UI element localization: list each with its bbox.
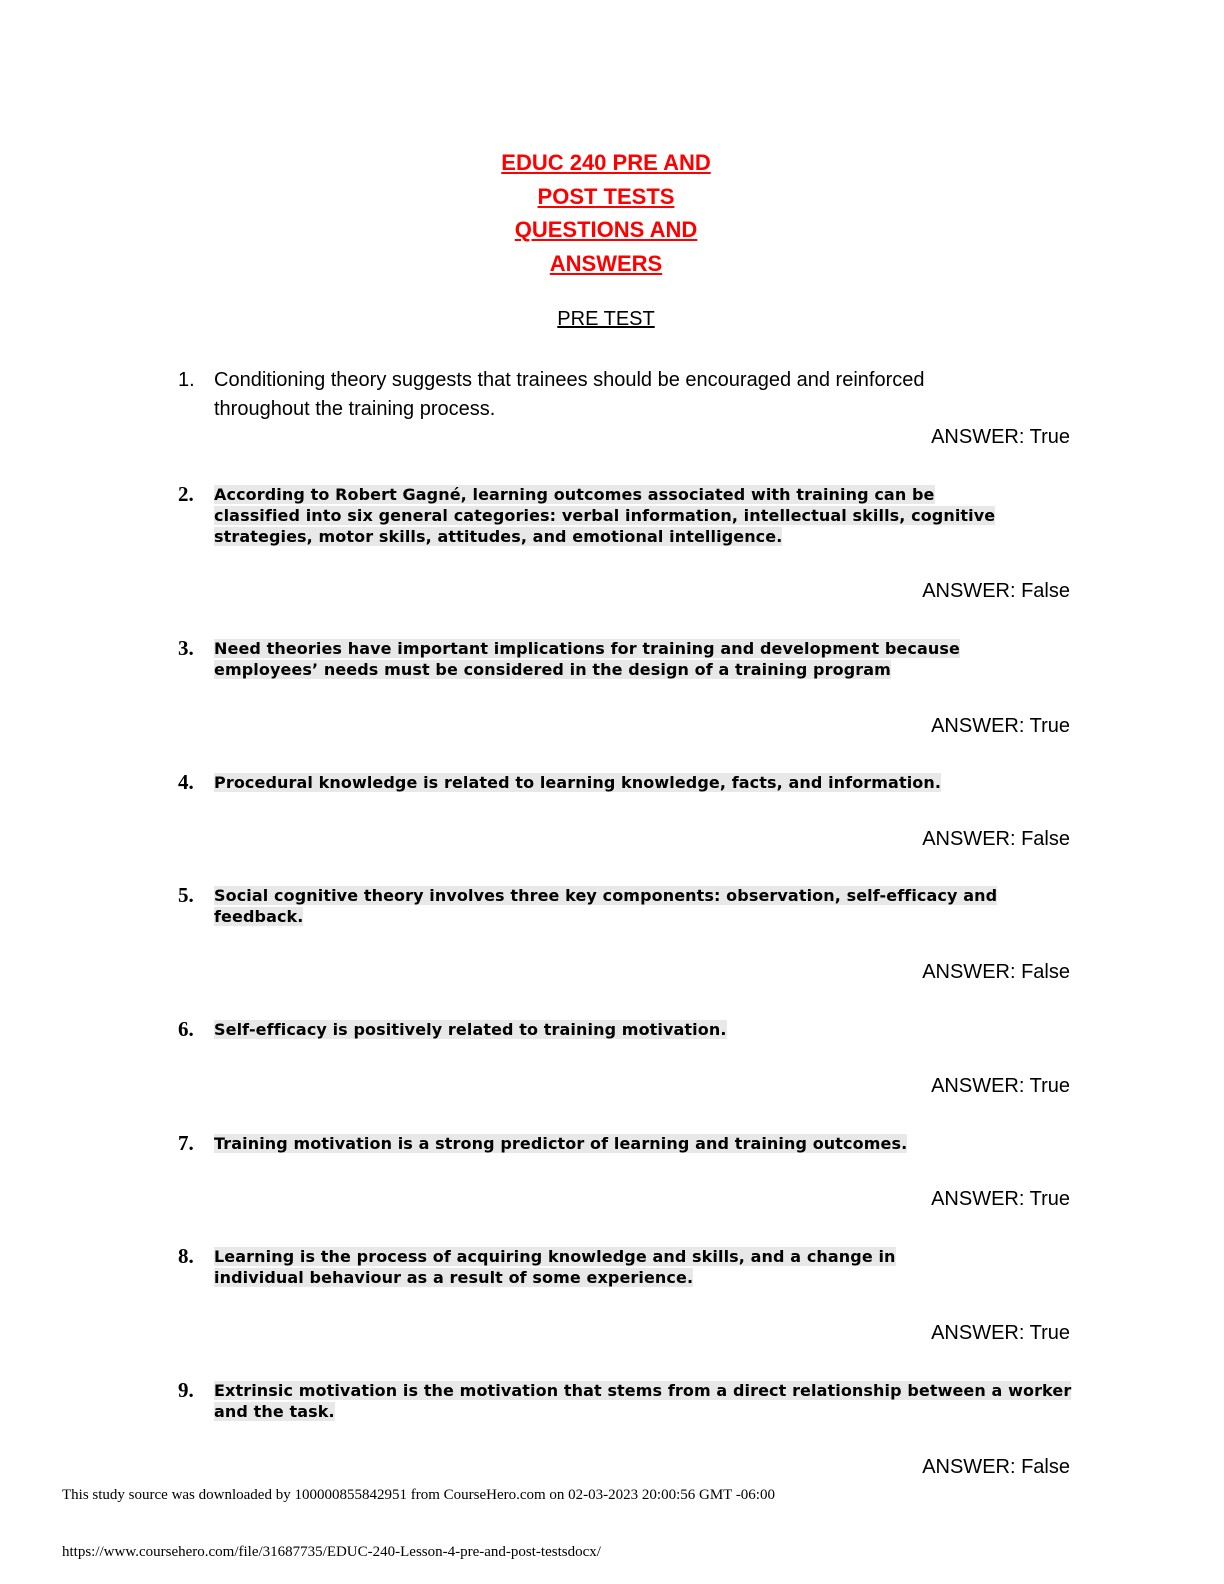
document-title: [0, 146, 1212, 280]
question-number: 7.: [178, 1131, 194, 1155]
question-text-highlight: Self-efficacy is positively related to training motivation.: [214, 1020, 727, 1039]
question-number: 8.: [178, 1244, 194, 1268]
question-text-highlight: Extrinsic motivation is the motivation that stems from a direct relationship between a worker and the task.: [214, 1381, 1072, 1421]
answer: ANSWER: False: [922, 961, 1070, 983]
question-number: 6.: [178, 1017, 194, 1041]
title-line-1: EDUC 240 PRE AND: [501, 150, 711, 175]
question-text-highlight: Need theories have important implications for training and development because employees’ needs must be considered in the design of a training program: [214, 639, 960, 679]
question-text-highlight: According to Robert Gagné, learning outcomes associated with training can be classified into six general categories: verbal information, intellectual skills, cognitive strategies, motor skills, attitudes, and emotional intelligence.: [214, 485, 996, 546]
question-text: [214, 1019, 1074, 1040]
question-number: 2.: [178, 482, 194, 506]
question-text-highlight: Learning is the process of acquiring knowledge and skills, and a change in individual behaviour as a result of some experience.: [214, 1247, 896, 1287]
question-number: 3.: [178, 636, 194, 660]
title-line-3: QUESTIONS AND: [514, 217, 698, 242]
answer: ANSWER: True: [931, 1188, 1070, 1210]
question-text: [214, 484, 1014, 547]
answer: ANSWER: False: [922, 828, 1070, 850]
section-heading: PRE TEST: [557, 308, 655, 330]
answer: ANSWER: True: [931, 1322, 1070, 1344]
question-text: [214, 885, 1044, 927]
question-text-highlight: Social cognitive theory involves three key components: observation, self-efficacy and feedback.: [214, 886, 998, 926]
question-text: [214, 1380, 1074, 1422]
question-text-highlight: Procedural knowledge is related to learning knowledge, facts, and information.: [214, 773, 942, 792]
answer: ANSWER: False: [922, 1456, 1070, 1478]
download-notice: This study source was downloaded by 100000855842951 from CourseHero.com on 02-03-2023 20:00:56 GMT -06:00: [62, 1487, 775, 1503]
question-text: [214, 1133, 1074, 1154]
question-text: [214, 638, 1044, 680]
question-text: [214, 1246, 974, 1288]
question-text: [214, 772, 1074, 793]
question-text-highlight: Training motivation is a strong predictor of learning and training outcomes.: [214, 1134, 908, 1153]
question-number: 4.: [178, 770, 194, 794]
answer: ANSWER: False: [922, 580, 1070, 602]
question-number: 9.: [178, 1378, 194, 1402]
question-number: 1.: [178, 369, 195, 391]
question-number: 5.: [178, 883, 194, 907]
title-line-4: ANSWERS: [549, 250, 663, 276]
source-url[interactable]: https://www.coursehero.com/file/31687735/EDUC-240-Lesson-4-pre-and-post-testsdocx/: [62, 1544, 601, 1560]
answer: ANSWER: True: [931, 1075, 1070, 1097]
answer: ANSWER: True: [931, 426, 1070, 448]
title-line-2: POST TESTS: [537, 183, 675, 209]
question-text: Conditioning theory suggests that trainees should be encouraged and reinforced throughout the training process.: [214, 369, 925, 420]
answer: ANSWER: True: [931, 715, 1070, 737]
